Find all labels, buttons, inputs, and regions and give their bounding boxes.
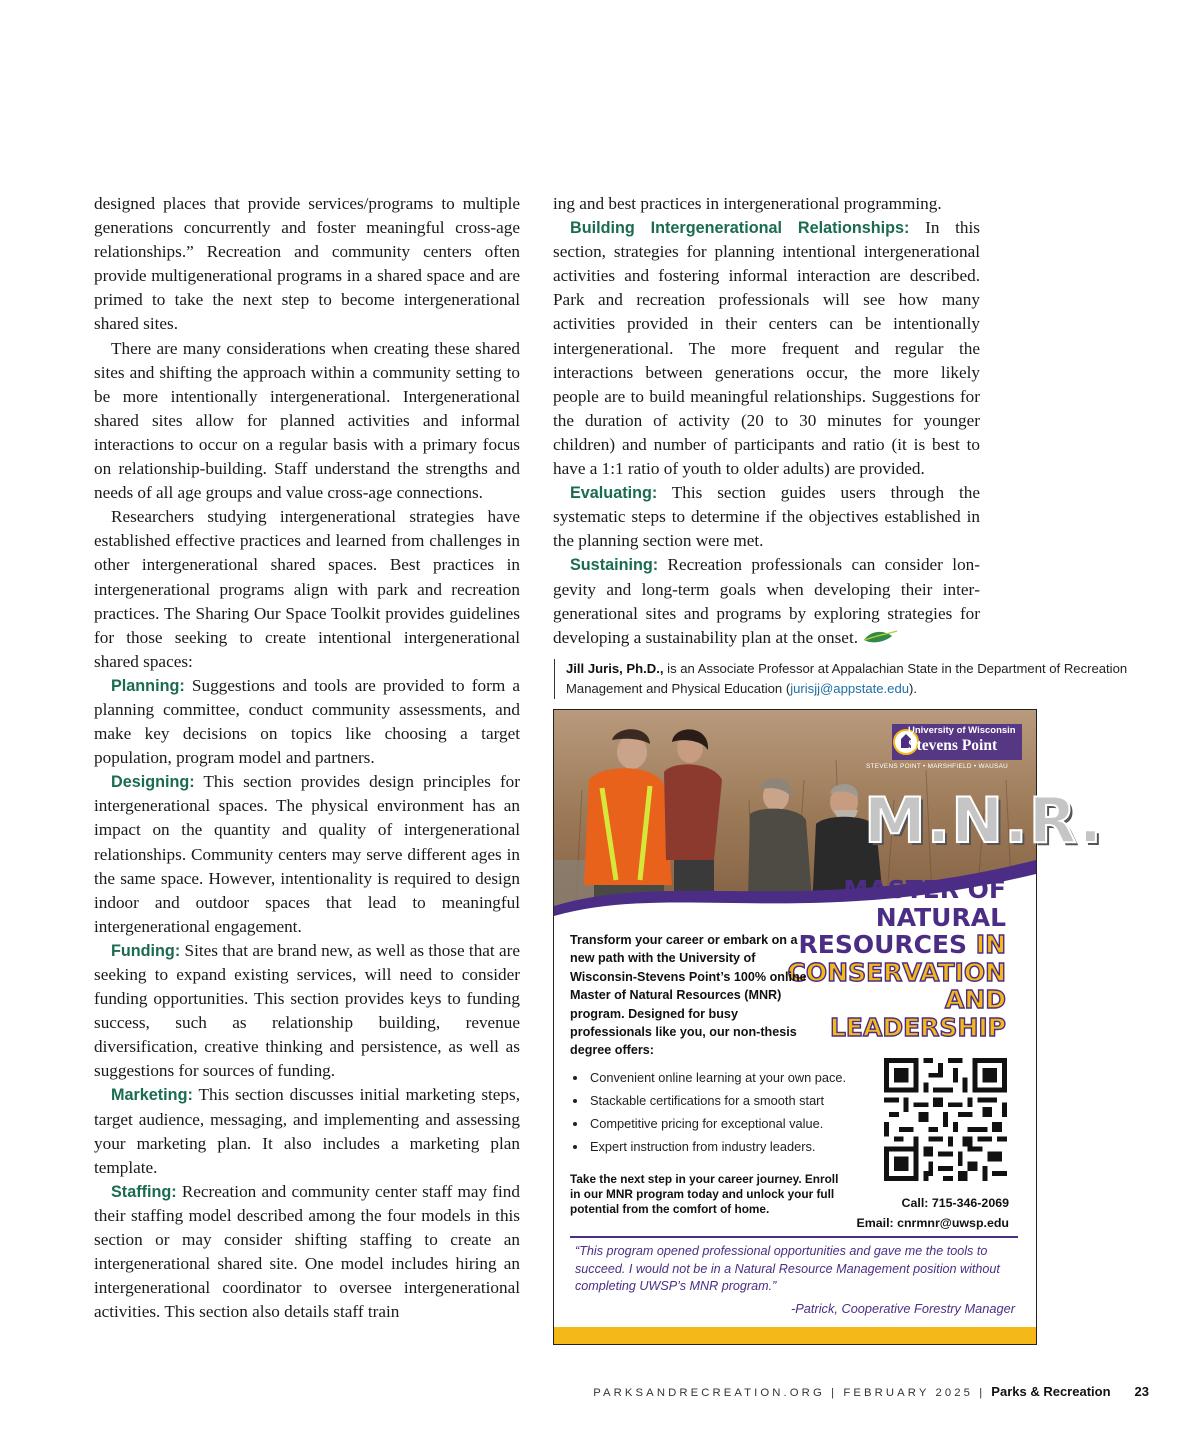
testimonial-attribution: -Patrick, Cooperative Forestry Manager (790, 1301, 1015, 1316)
right-column (553, 192, 980, 650)
title-line-3b: IN (975, 930, 1006, 959)
staffing-text: Recreation and community center staff may find their staffing model described among the four models in this section or may consider shifting staffing to create an intergenerational shared site. One model includes hiring an intergenerational coordinator to oversee intergenerational activities. This section also details staff train (94, 1181, 520, 1322)
toolkit-item-marketing (94, 1083, 520, 1179)
title-line-1: MASTER OF (843, 875, 1006, 904)
left-column (94, 192, 520, 1324)
uwsp-campuses: STEVENS POINT • MARSHFIELD • WAUSAU (866, 763, 1009, 770)
contact-email[interactable]: Email: cnrmnr@uwsp.edu (856, 1216, 1009, 1230)
funding-heading: Funding: (111, 941, 181, 960)
contact-phone[interactable]: Call: 715-346-2069 (901, 1196, 1009, 1210)
uwsp-name-line1: University of Wisconsin (908, 725, 1016, 736)
building-text: In this section, strategies for planning intentional intergenerational activities and fostering informal interaction are described. Park and recreation professionals will see how many activities provided in their centers can be intentionally intergenerational. The more frequent and regular the interactions between generations occur, the more likely people are to build meaningful relationships. Suggestions for the duration of activity (20 to 30 minutes for younger children) and number of participants and ratio (it is best to have a 1:1 ratio of youth to older adults) are provided. (553, 218, 980, 479)
uwsp-mnr-advertisement (553, 709, 1104, 1345)
benefit-item: • Convenient online learning at your own pace. (588, 1066, 846, 1089)
title-line-5: AND (944, 985, 1006, 1014)
page-footer (593, 1383, 1149, 1401)
benefit-item: • Expert instruction from industry leaders. (588, 1135, 846, 1158)
leaf-end-mark-icon (862, 629, 898, 645)
toolkit-item-building (553, 216, 980, 481)
contact-info (856, 1193, 1009, 1233)
body-paragraph: There are many considerations when creating these shared sites and shifting the approach within a community setting to be more intentionally intergenerational. Intergenerational shared sites allow for planned activities and informal interactions to occur on a regular basis with a primary focus on relationship-building. Staff understand the strengths and needs of all age groups and value cross-age connections. (94, 338, 520, 503)
designing-text: This section provides design principles for intergenerational spaces. The physical environment has an impact on the quantity and quality of intergenerational relationships. Community centers may serve different ages in the same space. However, intentionality is required to design indoor and outdoor spaces that lead to meaningful intergenerational engagement. (94, 772, 520, 936)
author-bio (554, 659, 1156, 699)
title-line-3 (788, 931, 1006, 959)
evaluating-text: This section guides users through the systematic steps to determine if the objectives established in the planning section were met. (553, 483, 980, 551)
sustaining-heading: Sustaining: (570, 556, 659, 575)
evaluating-heading: Evaluating: (570, 484, 658, 503)
toolkit-item-planning (94, 674, 520, 770)
marketing-text: This section discusses initial marketing steps, target audience, messaging, and implementing and assessing your marketing plan. It also includes a marketing plan template. (94, 1085, 520, 1177)
page-number: 23 (1134, 1384, 1149, 1399)
qr-code-icon[interactable] (884, 1058, 1007, 1181)
funding-text: Sites that are brand new, as well as those that are seeking to expand existing services, will need to consider funding opportunities. This section provides keys to funding success, such as relationship building, revenue diversification, creative thinking and persistence, as well as suggestions for sources of funding. (94, 940, 520, 1081)
testimonial-quote: “This program opened professional opportunities and gave me the tools to succeed. I would not be in a Natural Resource Management position without completing UWSP’s MNR program.” (575, 1244, 1000, 1293)
body-paragraph: Researchers studying intergenerational strategies have established effective practices and learned from challenges in other intergenerational shared spaces. Best practices in intergenerational programs align with park and recreation practices. The Sharing Our Space Toolkit provides guidelines for those seeking to create intentional intergenerational shared spaces: (94, 507, 520, 671)
uwsp-name-line2: Stevens Point (908, 737, 998, 754)
title-line-3a: RESOURCES (798, 930, 976, 959)
toolkit-item-staffing (94, 1180, 520, 1325)
body-paragraph: designed places that provide services/programs to multiple generations concurrently and foster meaningful cross-age relationships.” Recreation and community centers often provide multigenerational programs in a shared space and are primed to take the next step to become intergenerational shared sites. (94, 194, 520, 334)
benefit-list (570, 1066, 846, 1158)
title-line-6: LEADERSHIP (830, 1012, 1006, 1042)
program-title (788, 876, 1006, 1041)
toolkit-item-funding (94, 939, 520, 1084)
designing-heading: Designing: (111, 773, 195, 792)
mnr-badge: M.N.R. (864, 784, 1104, 857)
title-line-2: NATURAL (875, 902, 1006, 932)
sustaining-text: Recreation professionals can consider longevity and long-term goals when developing their intergenerational sites and programs by exploring strategies for developing a sustainability plan at the onset. (553, 555, 980, 647)
footer-magazine-name: Parks & Recreation (991, 1384, 1111, 1399)
benefit-item: • Competitive pricing for exceptional value. (588, 1112, 846, 1135)
staffing-heading: Staffing: (111, 1182, 177, 1201)
benefit-item: • Stackable certifications for a smooth start (588, 1089, 846, 1112)
author-email-link[interactable]: jurisjj@appstate.edu (790, 681, 910, 696)
gold-footer-bar (554, 1327, 1036, 1344)
author-description: is an Associate Professor at Appalachian State in the Department of Recreation Management and Physical Education ( (566, 661, 1128, 696)
title-line-4: CONSERVATION (787, 957, 1006, 987)
building-heading: Building Intergenerational Relationships: (570, 219, 910, 238)
toolkit-item-evaluating (553, 481, 980, 553)
call-to-action-text: Take the next step in your career journey. Enroll in our MNR program today and unlock your full potential from the comfort of home. (570, 1172, 839, 1216)
author-name: Jill Juris, Ph.D., (566, 661, 664, 676)
program-intro: Transform your career or embark on a new path with the University of Wisconsin-Stevens Point’s 100% online Master of Natural Resources (MNR) program. Designed for busy professionals like you, our non-thesis degree offers: (570, 933, 807, 1058)
quote-divider (570, 1236, 1018, 1238)
planning-heading: Planning: (111, 676, 185, 695)
toolkit-item-designing (94, 770, 520, 939)
body-paragraph: ing and best practices in intergenerational programming. (553, 194, 942, 213)
author-bio-end: ). (909, 681, 918, 696)
footer-site-date: PARKSANDRECREATION.ORG | FEBRUARY 2025 | (593, 1387, 986, 1399)
planning-text: Suggestions and tools are provided to form a planning committee, conduct community assessments, and make key decisions on topics like choosing a target population, program model and partners. (94, 675, 520, 768)
marketing-heading: Marketing: (111, 1086, 193, 1105)
toolkit-item-sustaining (553, 553, 980, 649)
